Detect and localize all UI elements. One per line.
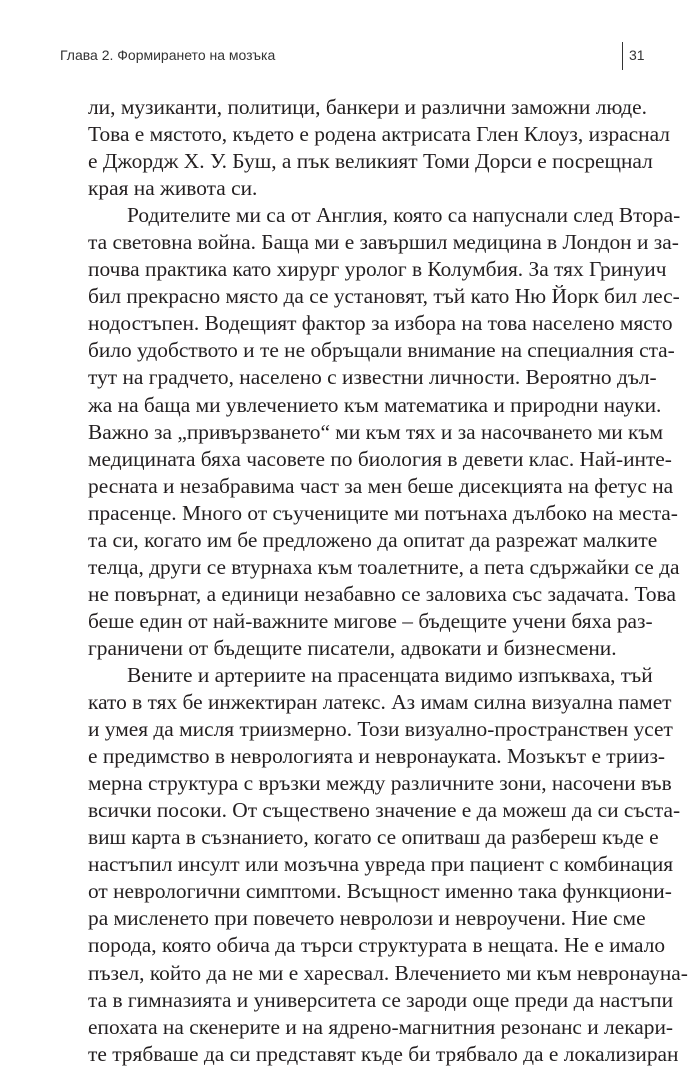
text-line: телца, други се втурнаха към тоалетните, а пета сдържайки се да [88,554,680,579]
text-line: ресната и незабравима част за мен беше дисекцията на фетус на [88,473,674,498]
text-line: граничени от бъдещите писатели, адвокати и бизнесмени. [88,635,617,660]
text-line: Това е мястото, където е родена актрисата Глен Клоуз, израснал [88,122,670,147]
text-line: Важно за „привързването“ ми към тях и за насочването ми към [88,419,664,444]
text-line: пъзел, който да не ми е харесвал. Влечението ми към невронауна- [88,960,688,985]
text-line: те трябваше да си представят къде би трябвало да е локализиран [88,1041,679,1066]
text-line: като в тях бе инжектиран латекс. Аз имам силна визуална памет [88,690,672,715]
text-line: бил прекрасно място да се установят, тъй като Ню Йорк бил лес- [88,284,680,309]
text-line: та в гимназията и университета се зароди още преди да настъпи [88,987,674,1012]
text-line: настъпил инсулт или мозъчна увреда при пациент с комбинация [88,852,674,877]
text-line: мерна структура с връзки между различните зони, насочени във [88,771,672,796]
page-header [60,42,645,72]
text-line: епохата на скенерите и на ядрено-магнитния резонанс и лекари- [88,1014,674,1039]
text-line: ра мисленето при повечето невролози и невроучени. Ние сме [88,906,646,931]
text-line: тут на градчето, населено с известни личности. Вероятно дъл- [88,365,657,390]
text-line: всички посоки. От съществено значение е да можеш да си съста- [88,798,681,823]
text-line: жа на баща ми увлечението към математика и природни науки. [88,392,662,417]
text-line: Вените и артериите на прасенцата видимо изпъкваха, тъй [127,662,653,687]
text-line: не повърнат, а единици незабавно се заловиха със задачата. Това [88,581,676,606]
text-line: било удобството и те не обръщали внимание на специалния ста- [88,338,675,363]
text-line: та световна война. Баща ми е завършил медицина в Лондон и за- [88,230,679,255]
text-line: Родителите ми са от Англия, която са напуснали след Втора- [127,203,681,228]
text-line: и умея да мисля триизмерно. Този визуално-пространствен усет [88,717,673,742]
text-line: медицината бяха часовете по биология в девети клас. Най-инте- [88,446,672,471]
body-text [88,94,688,1068]
text-line: е Джордж Х. У. Буш, а пък великият Томи Дорси е посрещнал [88,149,653,174]
text-line: беше един от най-важните мигове – бъдещите учени бяха раз- [88,608,653,633]
text-line: от неврологични симптоми. Всъщност именно така функциони- [88,879,672,904]
running-head: Глава 2. Формирането на мозъка [60,47,276,63]
text-line: почва практика като хирург уролог в Колумбия. За тях Гринуич [88,257,667,282]
text-line: ли, музиканти, политици, банкери и различни заможни люде. [88,95,647,119]
text-line: края на живота си. [88,176,258,201]
text-line: виш карта в съзнанието, когато се опитваш да разбереш къде е [88,825,659,850]
text-line: нодостъпен. Водещият фактор за избора на това населено място [88,311,673,336]
text-line: та си, когато им бе предложено да опитат да разрежат малките [88,527,658,552]
header-divider [622,42,623,70]
page-number: 31 [629,47,645,63]
text-line: прасенце. Много от съучениците ми потънаха дълбоко на места- [88,500,678,525]
text-line: порода, която обича да търси структурата в нещата. Не е имало [88,933,666,958]
text-line: е предимство в неврологията и невронауката. Мозъкът е трииз- [88,744,666,769]
